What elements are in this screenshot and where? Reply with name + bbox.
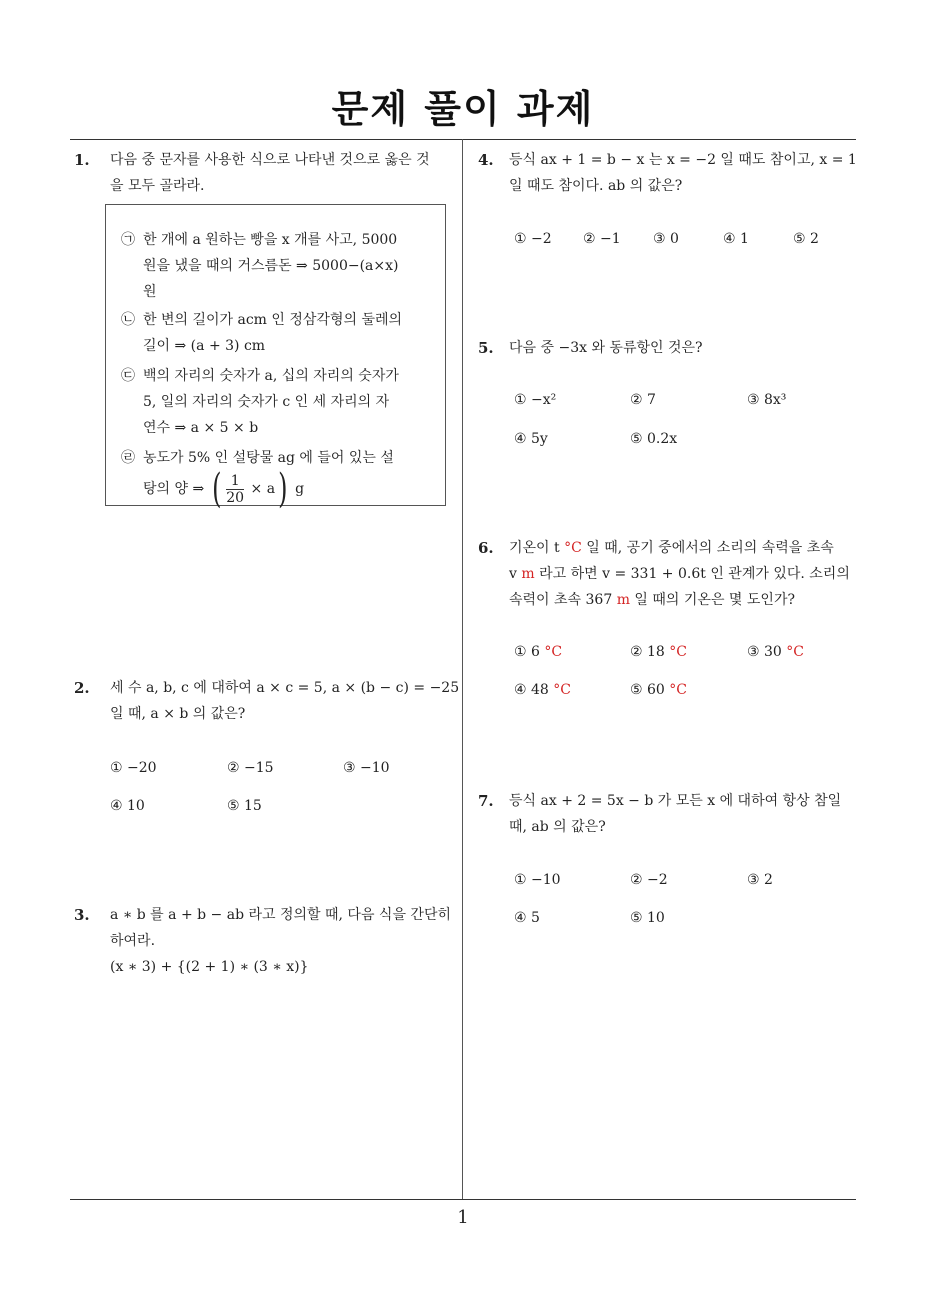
item-line: 한 변의 길이가 acm 인 정삼각형의 둘레의 — [143, 312, 403, 328]
item-line: 농도가 5% 인 설탕물 ag 에 들어 있는 설 — [143, 450, 394, 466]
question-line: 일 때도 참이다. ab 의 값은? — [509, 178, 683, 194]
option-1[interactable]: ① −2 — [514, 231, 552, 247]
top-rule — [70, 139, 856, 140]
option-2[interactable]: ② −2 — [630, 872, 668, 888]
unit: m — [616, 592, 630, 608]
option-2[interactable] — [630, 639, 687, 665]
option-value: ③ 30 — [747, 644, 787, 660]
question-text — [509, 147, 857, 199]
option-value: ② 18 — [630, 644, 670, 660]
question-3 — [74, 902, 464, 992]
unit: °C — [544, 644, 563, 660]
question-line: 때, ab 의 값은? — [509, 819, 606, 835]
item-marker: ㉡ — [121, 312, 135, 328]
page-number: 1 — [457, 1207, 469, 1228]
question-4 — [478, 147, 863, 257]
question-line: 세 수 a, b, c 에 대하여 a × c = 5, a × (b − c) = −25 — [110, 680, 460, 696]
item-text — [143, 227, 398, 305]
option-5[interactable]: ⑤ 10 — [630, 910, 665, 926]
question-5 — [478, 335, 863, 455]
page-title: 문제 풀이 과제 — [331, 87, 595, 131]
question-line: a ∗ b 를 a + b − ab 라고 정의할 때, 다음 식을 간단히 — [110, 907, 451, 923]
option-1[interactable] — [514, 639, 562, 665]
option-4[interactable]: ④ 5 — [514, 910, 540, 926]
option-1[interactable]: ① −x² — [514, 392, 557, 408]
fraction — [226, 473, 244, 506]
question-7 — [478, 788, 863, 928]
option-4[interactable]: ④ 10 — [110, 798, 145, 814]
fraction-denominator: 20 — [226, 489, 245, 506]
question-text — [110, 675, 459, 727]
text-fragment: 라고 하면 v = 331 + 0.6t 인 관계가 있다. 소리의 — [534, 566, 850, 582]
question-text — [509, 535, 850, 613]
question-line: 등식 ax + 1 = b − x 는 x = −2 일 때도 참이고, x = 1 — [509, 152, 857, 168]
question-number: 7. — [478, 792, 494, 810]
unit: °C — [786, 644, 804, 660]
unit: °C — [669, 682, 687, 698]
item-line: 백의 자리의 숫자가 a, 십의 자리의 숫자가 — [143, 368, 399, 384]
item-text — [143, 307, 402, 359]
option-1[interactable]: ① −10 — [514, 872, 561, 888]
question-line — [509, 561, 850, 587]
item-line: 길이 ⇒ (a + 3) cm — [143, 338, 266, 354]
question-number: 6. — [478, 539, 494, 557]
question-text — [509, 335, 703, 361]
option-value: ⑤ 60 — [630, 682, 670, 698]
option-5[interactable]: ⑤ 0.2x — [630, 431, 678, 447]
question-line: 다음 중 −3x 와 동류항인 것은? — [509, 340, 703, 356]
item-marker: ㉣ — [121, 450, 135, 466]
choice-box — [105, 204, 446, 512]
question-number: 5. — [478, 339, 494, 357]
left-paren: ( — [211, 466, 222, 512]
option-5[interactable]: ⑤ 2 — [793, 231, 819, 247]
option-3[interactable]: ③ 0 — [653, 231, 679, 247]
option-5[interactable] — [630, 677, 687, 703]
option-2[interactable]: ② −1 — [583, 231, 621, 247]
question-line: 다음 중 문자를 사용한 식으로 나타낸 것으로 옳은 것 — [110, 152, 430, 168]
unit: °C — [553, 682, 571, 698]
question-number: 3. — [74, 906, 90, 924]
question-expression: (x ∗ 3) + {(2 + 1) ∗ (3 ∗ x)} — [110, 959, 309, 975]
question-6 — [478, 535, 863, 705]
item-line: 5, 일의 자리의 숫자가 c 인 세 자리의 자 — [143, 394, 390, 410]
question-line: 일 때, a × b 의 값은? — [110, 706, 246, 722]
text-fragment: 속력이 초속 367 — [509, 592, 617, 608]
option-4[interactable]: ④ 1 — [723, 231, 749, 247]
option-3[interactable]: ③ −10 — [343, 760, 390, 776]
item-line: 원을 냈을 때의 거스름돈 ⇒ 5000−(a×x) — [143, 258, 399, 274]
unit: m — [521, 566, 535, 582]
question-line: 을 모두 골라라. — [110, 178, 205, 194]
unit: °C — [669, 644, 687, 660]
item-line: 한 개에 a 원하는 빵을 x 개를 사고, 5000 — [143, 232, 398, 248]
question-text — [110, 902, 451, 980]
option-value: ④ 48 — [514, 682, 554, 698]
question-line — [509, 535, 850, 561]
fraction-numerator: 1 — [226, 473, 244, 490]
text-fragment: v — [509, 566, 522, 582]
question-number: 1. — [74, 151, 90, 169]
question-number: 4. — [478, 151, 494, 169]
unit: °C — [564, 540, 582, 556]
item-text-fragment: 탕의 양 ⇒ — [143, 481, 205, 497]
question-2 — [74, 675, 464, 825]
text-fragment: 기온이 t — [509, 540, 565, 556]
unit: g — [295, 481, 305, 497]
option-5[interactable]: ⑤ 15 — [227, 798, 262, 814]
item-line — [143, 466, 394, 512]
question-text — [509, 788, 841, 840]
option-4[interactable] — [514, 677, 571, 703]
option-1[interactable]: ① −20 — [110, 760, 157, 776]
question-line: 하여라. — [110, 933, 156, 949]
option-4[interactable]: ④ 5y — [514, 431, 548, 447]
option-3[interactable]: ③ 2 — [747, 872, 773, 888]
question-text — [110, 147, 430, 199]
right-paren: ) — [278, 466, 288, 512]
option-3[interactable] — [747, 639, 804, 665]
item-marker: ㉠ — [121, 232, 135, 248]
fraction-rest: × a — [250, 481, 276, 497]
option-2[interactable]: ② −15 — [227, 760, 274, 776]
item-line: 원 — [143, 284, 157, 300]
option-3[interactable]: ③ 8x³ — [747, 392, 787, 408]
question-1 — [74, 147, 464, 527]
item-line: 연수 ⇒ a × 5 × b — [143, 420, 259, 436]
item-text — [143, 445, 394, 512]
item-text — [143, 363, 399, 441]
option-2[interactable]: ② 7 — [630, 392, 656, 408]
question-number: 2. — [74, 679, 90, 697]
option-value: ① 6 — [514, 644, 545, 660]
text-fragment: 일 때, 공기 중에서의 소리의 속력을 초속 — [581, 540, 834, 556]
question-line — [509, 587, 850, 613]
question-line: 등식 ax + 2 = 5x − b 가 모든 x 에 대하여 항상 참일 — [509, 793, 842, 809]
item-marker: ㉢ — [121, 368, 135, 384]
text-fragment: 일 때의 기온은 몇 도인가? — [629, 592, 795, 608]
bottom-rule — [70, 1199, 856, 1200]
